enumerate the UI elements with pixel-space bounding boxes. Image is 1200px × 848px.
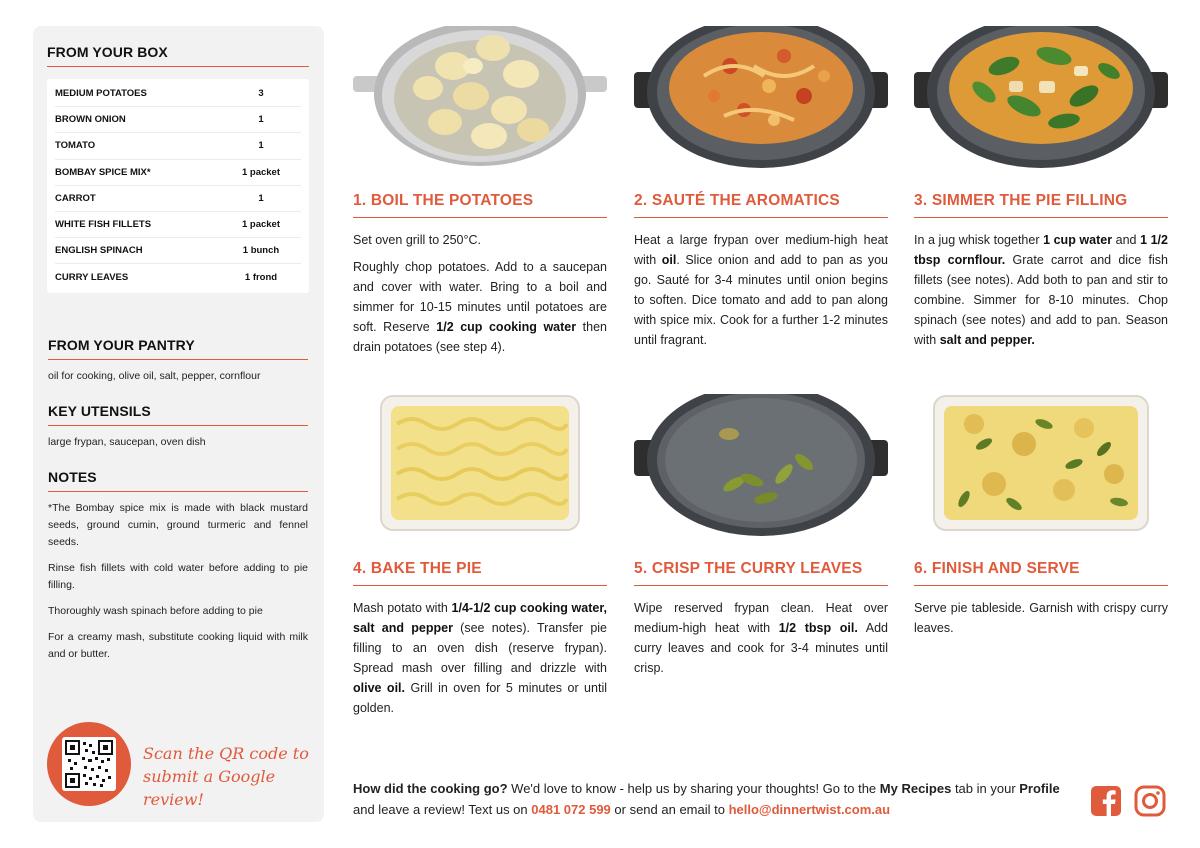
- step-3-title: 3. SIMMER THE PIE FILLING: [914, 192, 1168, 218]
- step-3-text: In a jug whisk together 1 cup water and 1 1/2 tbsp cornflour. Grate carrot and dice fish fillets (see notes). Add both to pan and stir to combine. Simmer for 8-10 minutes. Chop spinach (see notes) and add to pan. Season with salt and pepper.: [914, 233, 1168, 347]
- qr-code-badge[interactable]: [47, 722, 131, 806]
- pantry-section: [48, 337, 308, 385]
- pantry-title: FROM YOUR PANTRY: [48, 337, 308, 360]
- ingredient-name: BOMBAY SPICE MIX*: [55, 166, 151, 178]
- ingredients-table: [47, 79, 309, 293]
- qr-text-line1: Scan the QR code to: [143, 744, 309, 763]
- from-your-box-title: FROM YOUR BOX: [47, 44, 309, 67]
- my-recipes-tab-link[interactable]: My Recipes: [879, 781, 952, 796]
- from-your-box-section: [47, 44, 309, 293]
- instagram-icon[interactable]: [1134, 785, 1166, 817]
- boiled-potatoes-photo: [353, 26, 607, 182]
- finished-fish-pie-photo: [914, 394, 1168, 550]
- step-4-body: [353, 598, 607, 718]
- ingredient-name: BROWN ONION: [55, 114, 126, 126]
- footer-text: tab in your: [951, 781, 1020, 796]
- ingredient-qty: 1 packet: [241, 166, 281, 178]
- step-6: [914, 394, 1168, 638]
- ingredients-sidebar: [33, 26, 324, 822]
- qr-review-prompt: [143, 742, 313, 811]
- phone-number-link[interactable]: 0481 072 599: [531, 802, 611, 817]
- step-6-body: [914, 598, 1168, 638]
- ingredient-row: [55, 107, 301, 133]
- notes-section: [48, 469, 308, 663]
- pie-filling-photo: [914, 26, 1168, 182]
- crisp-curry-leaves-photo: [634, 394, 888, 550]
- step-1-title: 1. BOIL THE POTATOES: [353, 192, 607, 218]
- step-4: [353, 394, 607, 718]
- step-6-text: Serve pie tableside. Garnish with crispy curry leaves.: [914, 601, 1168, 635]
- step-5-body: [634, 598, 888, 678]
- step-4-title: 4. BAKE THE PIE: [353, 560, 607, 586]
- ingredient-name: CARROT: [55, 192, 96, 204]
- step-2-text: Heat a large frypan over medium-high heat with oil. Slice onion and add to pan as you go. Sauté for 3-4 minutes until onion begins to soften. Dice tomato and add to pan along with spice mix. Cook for a further 1-2 minutes until fragrant.: [634, 233, 888, 347]
- ingredient-qty: 1: [258, 140, 264, 152]
- ingredient-qty: 1 bunch: [242, 245, 280, 257]
- step-5-text: Wipe reserved frypan clean. Heat over medium-high heat with 1/2 tbsp oil. Add curry leaves and cook for 3-4 minutes until crisp.: [634, 601, 888, 675]
- ingredient-name: TOMATO: [55, 140, 96, 152]
- profile-link[interactable]: Profile: [1019, 781, 1060, 796]
- utensils-title: KEY UTENSILS: [48, 403, 308, 426]
- step-5-title: 5. CRISP THE CURRY LEAVES: [634, 560, 888, 586]
- pantry-text: oil for cooking, olive oil, salt, pepper, cornflour: [48, 370, 261, 382]
- ingredient-name: ENGLISH SPINACH: [55, 245, 143, 257]
- ingredient-qty: 1 packet: [241, 219, 281, 231]
- note-item: Thoroughly wash spinach before adding to pie: [48, 605, 263, 617]
- ingredient-row: [55, 238, 301, 264]
- note-item: Rinse fish fillets with cold water before adding to pie filling.: [48, 562, 308, 591]
- step-1: [353, 26, 607, 357]
- baked-pie-mash-photo: [353, 394, 607, 550]
- footer-text: or send an email to: [610, 802, 729, 817]
- footer-text: We'd love to know - help us by sharing your thoughts! Go to the: [507, 781, 880, 796]
- ingredient-name: WHITE FISH FILLETS: [55, 219, 152, 231]
- utensils-text: large frypan, saucepan, oven dish: [48, 436, 206, 448]
- email-link[interactable]: hello@dinnertwist.com.au: [728, 802, 891, 817]
- ingredient-qty: 1: [258, 114, 264, 126]
- ingredient-row: [55, 81, 301, 107]
- step-6-title: 6. FINISH AND SERVE: [914, 560, 1168, 586]
- review-footer: [353, 778, 1073, 820]
- ingredient-row: [55, 133, 301, 159]
- footer-question: How did the cooking go?: [353, 781, 508, 796]
- ingredient-name: CURRY LEAVES: [55, 271, 129, 283]
- step-2-body: [634, 230, 888, 350]
- ingredient-row: [55, 186, 301, 212]
- ingredient-qty: 3: [258, 88, 264, 100]
- ingredient-name: MEDIUM POTATOES: [55, 88, 147, 100]
- step-5: [634, 394, 888, 678]
- step-1-text: Set oven grill to 250°C.: [353, 233, 481, 247]
- qr-text-line2: submit a Google review!: [143, 767, 276, 809]
- note-item: For a creamy mash, substitute cooking liquid with milk and or butter.: [48, 631, 308, 660]
- utensils-section: [48, 403, 308, 451]
- saute-aromatics-photo: [634, 26, 888, 182]
- step-3: [914, 26, 1168, 350]
- note-item: *The Bombay spice mix is made with black mustard seeds, ground cumin, ground turmeric and fennel seeds.: [48, 502, 308, 548]
- ingredient-qty: 1 frond: [244, 271, 278, 283]
- step-1-text: Roughly chop potatoes. Add to a saucepan and cover with water. Bring to a boil and simmer for 10-15 minutes until potatoes are soft. Reserve 1/2 cup cooking water then drain potatoes (see step 4).: [353, 260, 607, 354]
- ingredient-row: [55, 264, 301, 290]
- step-1-body: [353, 230, 607, 357]
- notes-title: NOTES: [48, 469, 308, 492]
- qr-code-icon[interactable]: [62, 737, 116, 791]
- step-2-title: 2. SAUTÉ THE AROMATICS: [634, 192, 888, 218]
- facebook-icon[interactable]: [1090, 785, 1122, 817]
- ingredient-row: [55, 160, 301, 186]
- step-3-body: [914, 230, 1168, 350]
- step-4-text: Mash potato with 1/4-1/2 cup cooking water, salt and pepper (see notes). Transfer pie filling to an oven dish (reserve frypan). Spread mash over filling and drizzle with olive oil. Grill in oven for 5 minutes or until golden.: [353, 601, 607, 715]
- footer-text: and leave a review! Text us on: [353, 802, 532, 817]
- ingredient-qty: 1: [258, 192, 264, 204]
- step-2: [634, 26, 888, 350]
- ingredient-row: [55, 212, 301, 238]
